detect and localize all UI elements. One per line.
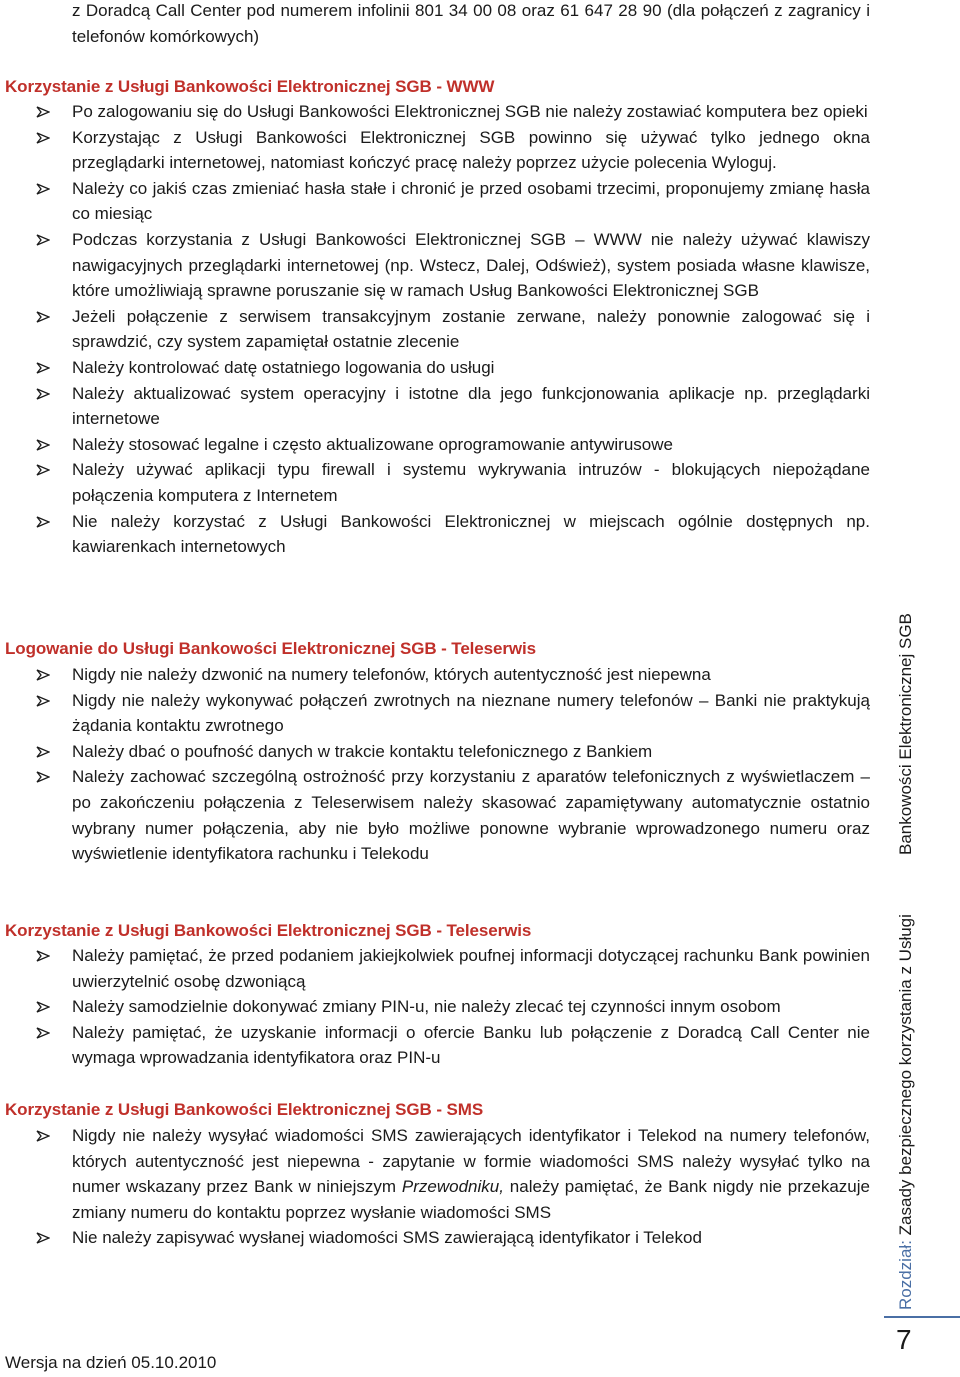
arrow-bullet-icon (36, 1027, 50, 1039)
intro-paragraph: z Doradcą Call Center pod numerem infolinii 801 34 00 08 oraz 61 647 28 90 (dla połączeń z zagranicy i telefonów komórkowych) (72, 1, 870, 46)
arrow-bullet-icon (36, 669, 50, 681)
chapter-sidebar (883, 420, 928, 1310)
bullet-list-teleserwis (0, 943, 870, 1071)
arrow-bullet-icon (36, 106, 50, 118)
arrow-bullet-icon (36, 132, 50, 144)
page-number: 7 (896, 1324, 912, 1355)
arrow-bullet-icon (36, 362, 50, 374)
list-item: Należy pamiętać, że przed podaniem jakiejkolwiek poufnej informacji dotyczącej rachunku Bank powinien uwierzytelnić osobę dzwoniącą (0, 943, 870, 994)
arrow-bullet-icon (36, 1001, 50, 1013)
list-item: Nigdy nie należy wysyłać wiadomości SMS zawierających identyfikator i Telekod na numery telefonów, których autentyczność jest niepewna - zapytanie w formie wiadomości SMS należy wysyłać tylko na numer wskazany przez Bank w niniejszym Przewodniku, należy pamiętać, że Bank nigdy nie przekazuje zmiany numeru do kontaktu poprzez wysłanie wiadomości SMS (0, 1123, 870, 1225)
section-title-login-teleserwis: Logowanie do Usługi Bankowości Elektronicznej SGB - Teleserwis (5, 639, 536, 658)
section-title-www: Korzystanie z Usługi Bankowości Elektronicznej SGB - WWW (5, 77, 495, 96)
section-title-sms: Korzystanie z Usługi Bankowości Elektronicznej SGB - SMS (5, 1100, 484, 1119)
page-number-divider (884, 1316, 960, 1318)
guide-reference: Przewodniku, (401, 1177, 504, 1197)
list-item: Należy aktualizować system operacyjny i istotne dla jego funkcjonowania aplikacje np. przeglądarki internetowe (0, 381, 870, 432)
arrow-bullet-icon (36, 950, 50, 962)
chapter-heading: Rozdział: Zasady bezpiecznego korzystania z Usługi (896, 914, 915, 1310)
arrow-bullet-icon (36, 695, 50, 707)
arrow-bullet-icon (36, 183, 50, 195)
arrow-bullet-icon (36, 771, 50, 783)
section-title-teleserwis: Korzystanie z Usługi Bankowości Elektronicznej SGB - Teleserwis (5, 921, 532, 940)
list-item: Nigdy nie należy dzwonić na numery telefonów, których autentyczność jest niepewna (0, 662, 870, 688)
chapter-heading-continued: Bankowości Elektronicznej SGB (896, 613, 915, 855)
version-footer: Wersja na dzień 05.10.2010 (5, 1353, 217, 1372)
arrow-bullet-icon (36, 234, 50, 246)
list-item: Należy zachować szczególną ostrożność przy korzystaniu z aparatów telefonicznych z wyświetlaczem – po zakończeniu połączenia z Teleserwisem należy skasować zapamiętywany automatycznie ostatnio wybrany numer połączenia, aby nie było możliwe ponowne wybranie wprowadzonego numeru oraz wyświetlenie identyfikatora rachunku i Telekodu (0, 764, 870, 866)
arrow-bullet-icon (36, 1232, 50, 1244)
list-item: Należy pamiętać, że uzyskanie informacji o ofercie Banku lub połączenie z Doradcą Call Center nie wymaga wprowadzania identyfikatora oraz PIN-u (0, 1020, 870, 1071)
list-item: Należy dbać o poufność danych w trakcie kontaktu telefonicznego z Bankiem (0, 739, 870, 765)
arrow-bullet-icon (36, 746, 50, 758)
list-item: Po zalogowaniu się do Usługi Bankowości Elektronicznej SGB nie należy zostawiać komputera bez opieki (0, 99, 870, 125)
list-item: Nie należy korzystać z Usługi Bankowości Elektronicznej w miejscach ogólnie dostępnych np. kawiarenkach internetowych (0, 509, 870, 560)
list-item: Podczas korzystania z Usługi Bankowości Elektronicznej SGB – WWW nie należy używać klawiszy nawigacyjnych przeglądarki internetowej (np. Wstecz, Dalej, Odśwież), system posiada własne klawisze, które umożliwiają sprawne poruszanie się w ramach Usług Bankowości Elektronicznej SGB (0, 227, 870, 304)
list-item: Należy używać aplikacji typu firewall i systemu wykrywania intruzów - blokujących niepożądane połączenia komputera z Internetem (0, 457, 870, 508)
list-item: Jeżeli połączenie z serwisem transakcyjnym zostanie zerwane, należy ponownie zalogować się i sprawdzić, czy system zapamiętał ostatnie zlecenie (0, 304, 870, 355)
arrow-bullet-icon (36, 1130, 50, 1142)
arrow-bullet-icon (36, 439, 50, 451)
bullet-list-www (0, 99, 870, 560)
list-item: Należy stosować legalne i często aktualizowane oprogramowanie antywirusowe (0, 432, 870, 458)
list-item: Należy co jakiś czas zmieniać hasła stałe i chronić je przed osobami trzecimi, proponujemy zmianę hasła co miesiąc (0, 176, 870, 227)
list-item: Należy samodzielnie dokonywać zmiany PIN-u, nie należy zlecać tej czynności innym osobom (0, 994, 870, 1020)
bullet-list-login-teleserwis (0, 662, 870, 867)
bullet-list-sms (0, 1123, 870, 1251)
arrow-bullet-icon (36, 388, 50, 400)
arrow-bullet-icon (36, 464, 50, 476)
arrow-bullet-icon (36, 516, 50, 528)
list-item: Należy kontrolować datę ostatniego logowania do usługi (0, 355, 870, 381)
arrow-bullet-icon (36, 311, 50, 323)
list-item: Korzystając z Usługi Bankowości Elektronicznej SGB powinno się używać tylko jednego okna przeglądarki internetowej, natomiast kończyć pracę należy poprzez użycie polecenia Wyloguj. (0, 125, 870, 176)
list-item: Nigdy nie należy wykonywać połączeń zwrotnych na nieznane numery telefonów – Banki nie praktykują żądania kontaktu zwrotnego (0, 688, 870, 739)
list-item: Nie należy zapisywać wysłanej wiadomości SMS zawierającą identyfikator i Telekod (0, 1225, 870, 1251)
